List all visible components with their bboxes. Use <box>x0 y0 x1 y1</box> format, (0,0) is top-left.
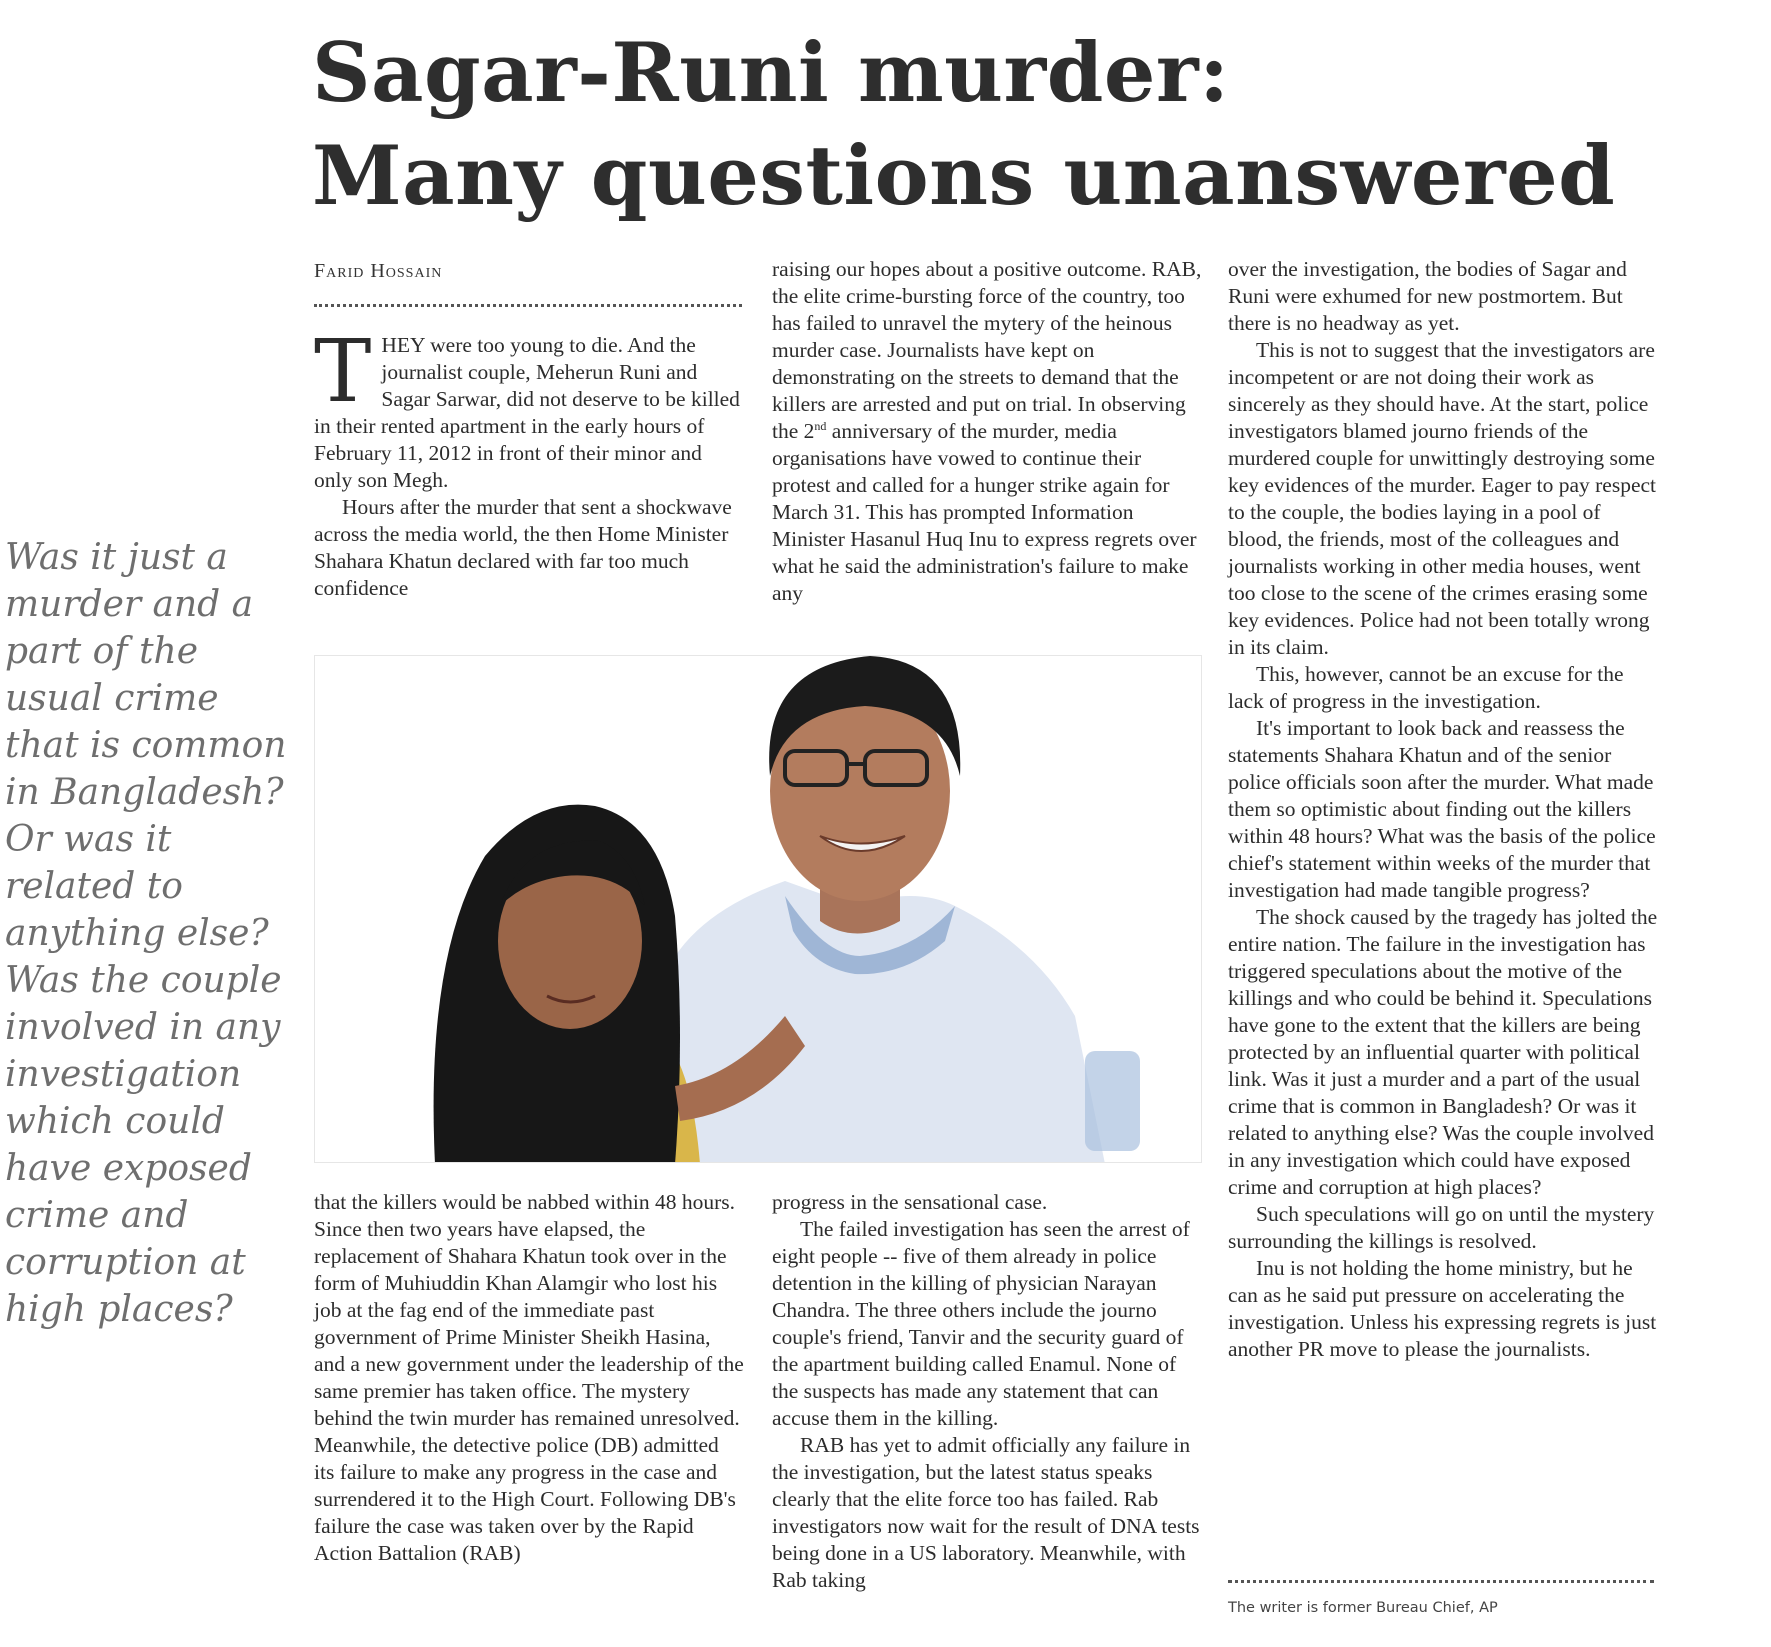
column-2-bottom <box>772 1189 1204 1594</box>
paragraph: Inu is not holding the home ministry, but he can as he said put pressure on accelerating the investigation. Unless his expressing regrets is just another PR move to please the journalists. <box>1228 1256 1657 1361</box>
ordinal-suffix: nd <box>814 418 827 433</box>
man-sleeve-pattern <box>1085 1051 1140 1151</box>
paragraph <box>314 322 744 494</box>
paragraph: Hours after the murder that sent a shockwave across the media world, the then Home Minister Shahara Khatun declared with far too much confidence <box>314 495 732 600</box>
couple-photo <box>314 655 1202 1163</box>
paragraph: Such speculations will go on until the mystery surrounding the killings is resolved. <box>1228 1202 1655 1253</box>
column-1-bottom <box>314 1189 744 1567</box>
paragraph: It's important to look back and reassess the statements Shahara Khatun and of the senior police officials soon after the murder. What made them so optimistic about finding out the killers within 48 hours? What was the basis of the police chief's statement within weeks of the murder that investigation had made tangible progress? <box>1228 716 1656 902</box>
headline-line-2: Many questions unanswered <box>312 129 1616 224</box>
author-footnote: The writer is former Bureau Chief, AP <box>1228 1600 1498 1616</box>
footnote-divider <box>1228 1580 1654 1583</box>
couple-photo-illustration <box>315 656 1202 1163</box>
paragraph-text: HEY were too young to die. And the journalist couple, Meherun Runi and Sagar Sarwar, did not deserve to be killed in their rented apartment in the early hours of February 11, 2012 in front of their minor and only son Megh. <box>314 333 740 492</box>
paragraph: progress in the sensational case. <box>772 1190 1048 1214</box>
paragraph: This, however, cannot be an excuse for the lack of progress in the investigation. <box>1228 662 1624 713</box>
headline-line-1: Sagar-Runi murder: <box>312 26 1230 121</box>
paragraph: RAB has yet to admit officially any failure in the investigation, but the latest status speaks clearly that the elite force too has failed. Rab investigators now wait for the result of DNA tests being done in a US laboratory. Meanwhile, with Rab taking <box>772 1433 1200 1592</box>
paragraph-text: anniversary of the murder, media organisations have vowed to continue their protest and called for a hunger strike again for March 31. This has prompted Information Minister Hasanul Huq Inu to express regrets over what he said the administration's failure to make any <box>772 419 1197 605</box>
byline-divider <box>314 304 742 307</box>
column-2-top <box>772 256 1204 607</box>
drop-cap: T <box>314 322 372 422</box>
paragraph: that the killers would be nabbed within 48 hours. Since then two years have elapsed, the replacement of Shahara Khatun took over in the form of Muhiuddin Khan Alamgir who lost his job at the fag end of the immediate past government of Prime Minister Sheikh Hasina, and a new government under the leadership of the same premier has taken office. The mystery behind the twin murder has remained unresolved. Meanwhile, the detective police (DB) admitted its failure to make any progress in the case and surrendered it to the High Court. Following DB's failure the case was taken over by the Rapid Action Battalion (RAB) <box>314 1190 744 1565</box>
paragraph: This is not to suggest that the investigators are incompetent or are not doing their work as sincerely as they should have. At the start, police investigators blamed journo friends of the murdered couple for unwittingly destroying some key evidences of the murder. Eager to pay respect to the couple, the bodies laying in a pool of blood, the friends, most of the colleagues and journalists working in other media houses, went too close to the scene of the crimes erasing some key evidences. Police had not been totally wrong in its claim. <box>1228 338 1657 659</box>
headline <box>312 22 1732 228</box>
paragraph: The shock caused by the tragedy has jolted the entire nation. The failure in the investigation has triggered speculations about the motive of the killings and who could be behind it. Speculations have gone to the extent that the killers are being protected by an influential quarter with political link. Was it just a murder and a part of the usual crime that is common in Bangladesh? Or was it related to anything else? Was the couple involved in any investigation which could have exposed crime and corruption at high places? <box>1228 905 1658 1199</box>
column-3 <box>1228 256 1658 1363</box>
paragraph <box>772 256 1204 607</box>
paragraph: The failed investigation has seen the arrest of eight people -- five of them already in police detention in the killing of physician Narayan Chandra. The three others include the journo couple's friend, Tanvir and the security guard of the apartment building called Enamul. None of the suspects has made any statement that can accuse them in the killing. <box>772 1217 1190 1430</box>
column-1-top <box>314 322 744 602</box>
pull-quote: Was it just a murder and a part of the usual crime that is common in Bangladesh? Or was it related to anything else? Was the couple involved in any investigation which could have exposed crime and corruption at high places? <box>5 537 287 1330</box>
paragraph-text: raising our hopes about a positive outcome. RAB, the elite crime-bursting force of the country, too has failed to unravel the mytery of the heinous murder case. Journalists have kept on demonstrating on the streets to demand that the killers are arrested and put on trial. In observing the 2 <box>772 257 1202 443</box>
paragraph: over the investigation, the bodies of Sagar and Runi were exhumed for new postmortem. But there is no headway as yet. <box>1228 257 1627 335</box>
byline: Farid Hossain <box>314 260 443 282</box>
